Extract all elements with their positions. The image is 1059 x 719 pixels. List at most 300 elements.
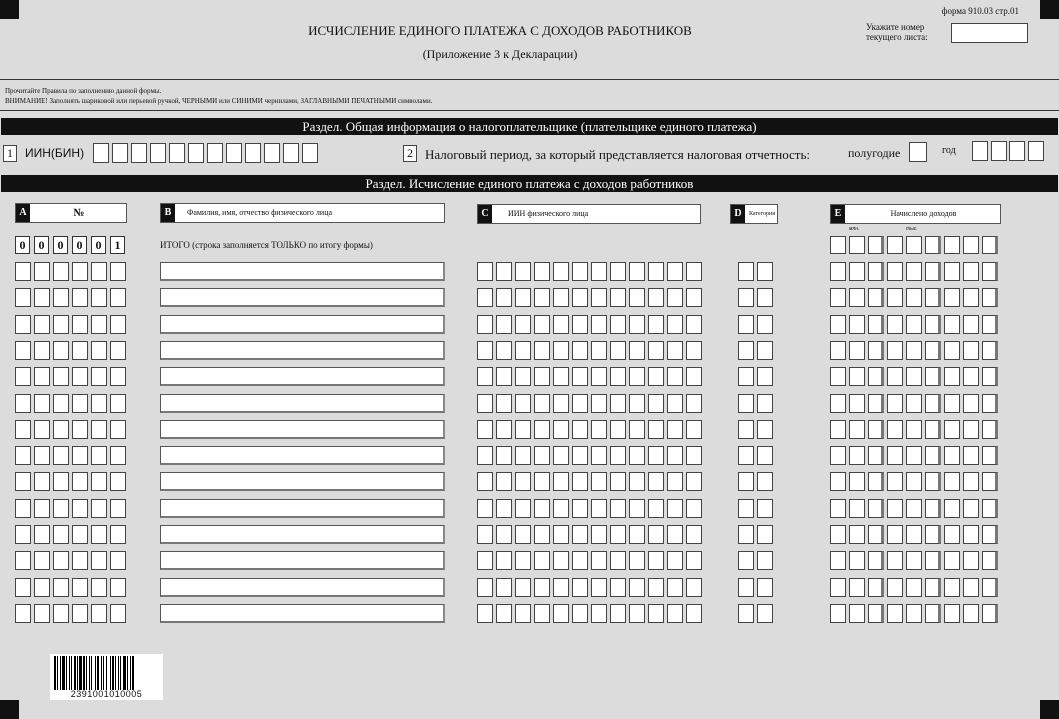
income-digit-cell[interactable] xyxy=(944,499,960,518)
income-digit-cell[interactable] xyxy=(887,551,903,570)
income-digit-cell[interactable] xyxy=(849,604,865,623)
income-digit-cell[interactable] xyxy=(963,367,979,386)
full-name-field[interactable] xyxy=(160,604,445,623)
person-iin-cell[interactable] xyxy=(477,420,493,439)
person-iin-cell[interactable] xyxy=(553,288,569,307)
person-iin-cell[interactable] xyxy=(610,288,626,307)
person-iin-cell[interactable] xyxy=(477,472,493,491)
person-iin-cell[interactable] xyxy=(610,578,626,597)
person-iin-cell[interactable] xyxy=(496,551,512,570)
row-number-cell[interactable] xyxy=(15,499,31,518)
income-digit-cell[interactable] xyxy=(887,578,903,597)
year-digit-cell[interactable] xyxy=(972,141,988,161)
person-iin-cell[interactable] xyxy=(610,551,626,570)
row-number-cell[interactable] xyxy=(15,578,31,597)
person-iin-cell[interactable] xyxy=(648,262,664,281)
income-digit-cell[interactable] xyxy=(925,420,941,439)
person-iin-cell[interactable] xyxy=(572,420,588,439)
row-number-cell[interactable] xyxy=(34,578,50,597)
person-iin-cell[interactable] xyxy=(515,420,531,439)
category-cell[interactable] xyxy=(757,367,773,386)
half-year-field[interactable] xyxy=(909,142,927,162)
person-iin-cell[interactable] xyxy=(515,525,531,544)
row-number-cell[interactable] xyxy=(53,394,69,413)
income-digit-cell[interactable] xyxy=(963,446,979,465)
income-digit-cell[interactable] xyxy=(868,551,884,570)
row-number-cell[interactable] xyxy=(34,394,50,413)
income-digit-cell[interactable] xyxy=(925,394,941,413)
person-iin-cell[interactable] xyxy=(648,472,664,491)
person-iin-cell[interactable] xyxy=(610,262,626,281)
income-digit-cell[interactable] xyxy=(925,315,941,334)
income-digit-cell[interactable] xyxy=(906,315,922,334)
person-iin-cell[interactable] xyxy=(629,578,645,597)
income-digit-cell[interactable] xyxy=(849,262,865,281)
person-iin-cell[interactable] xyxy=(610,367,626,386)
row-number-cell[interactable] xyxy=(72,551,88,570)
person-iin-cell[interactable] xyxy=(477,604,493,623)
person-iin-cell[interactable] xyxy=(610,315,626,334)
total-income-digit-cell[interactable] xyxy=(982,236,998,254)
category-cell[interactable] xyxy=(738,472,754,491)
total-income-digit-cell[interactable] xyxy=(963,236,979,254)
total-income-digit-cell[interactable] xyxy=(906,236,922,254)
income-digit-cell[interactable] xyxy=(925,499,941,518)
category-cell[interactable] xyxy=(738,499,754,518)
income-digit-cell[interactable] xyxy=(868,604,884,623)
income-digit-cell[interactable] xyxy=(849,472,865,491)
person-iin-cell[interactable] xyxy=(629,499,645,518)
income-digit-cell[interactable] xyxy=(925,262,941,281)
income-digit-cell[interactable] xyxy=(963,578,979,597)
category-cell[interactable] xyxy=(738,604,754,623)
income-digit-cell[interactable] xyxy=(830,499,846,518)
row-number-cell[interactable] xyxy=(15,288,31,307)
income-digit-cell[interactable] xyxy=(868,288,884,307)
person-iin-cell[interactable] xyxy=(572,604,588,623)
row-number-cell[interactable] xyxy=(72,394,88,413)
row-number-cell[interactable] xyxy=(110,288,126,307)
person-iin-cell[interactable] xyxy=(591,420,607,439)
row-number-cell[interactable] xyxy=(110,578,126,597)
person-iin-cell[interactable] xyxy=(648,315,664,334)
category-cell[interactable] xyxy=(757,525,773,544)
income-digit-cell[interactable] xyxy=(982,578,998,597)
category-cell[interactable] xyxy=(757,472,773,491)
income-digit-cell[interactable] xyxy=(830,604,846,623)
person-iin-cell[interactable] xyxy=(686,578,702,597)
person-iin-cell[interactable] xyxy=(648,446,664,465)
row-number-cell[interactable] xyxy=(34,604,50,623)
iin-bin-digit-cell[interactable] xyxy=(112,143,128,163)
income-digit-cell[interactable] xyxy=(906,551,922,570)
income-digit-cell[interactable] xyxy=(887,446,903,465)
category-cell[interactable] xyxy=(757,394,773,413)
person-iin-cell[interactable] xyxy=(686,367,702,386)
person-iin-cell[interactable] xyxy=(629,551,645,570)
row-number-cell[interactable] xyxy=(53,525,69,544)
income-digit-cell[interactable] xyxy=(963,604,979,623)
person-iin-cell[interactable] xyxy=(496,315,512,334)
income-digit-cell[interactable] xyxy=(830,525,846,544)
iin-bin-digit-cell[interactable] xyxy=(131,143,147,163)
income-digit-cell[interactable] xyxy=(887,288,903,307)
row-number-cell[interactable] xyxy=(91,341,107,360)
row-number-cell[interactable] xyxy=(91,499,107,518)
person-iin-cell[interactable] xyxy=(629,315,645,334)
person-iin-cell[interactable] xyxy=(667,604,683,623)
row-number-cell[interactable] xyxy=(72,525,88,544)
person-iin-cell[interactable] xyxy=(591,525,607,544)
person-iin-cell[interactable] xyxy=(610,472,626,491)
person-iin-cell[interactable] xyxy=(686,262,702,281)
row-number-cell[interactable] xyxy=(34,262,50,281)
income-digit-cell[interactable] xyxy=(982,499,998,518)
income-digit-cell[interactable] xyxy=(830,341,846,360)
income-digit-cell[interactable] xyxy=(925,578,941,597)
category-cell[interactable] xyxy=(738,578,754,597)
person-iin-cell[interactable] xyxy=(553,499,569,518)
person-iin-cell[interactable] xyxy=(686,499,702,518)
income-digit-cell[interactable] xyxy=(906,499,922,518)
row-number-cell[interactable] xyxy=(110,446,126,465)
income-digit-cell[interactable] xyxy=(868,420,884,439)
person-iin-cell[interactable] xyxy=(686,551,702,570)
income-digit-cell[interactable] xyxy=(982,367,998,386)
person-iin-cell[interactable] xyxy=(515,578,531,597)
row-number-cell[interactable] xyxy=(15,420,31,439)
person-iin-cell[interactable] xyxy=(648,394,664,413)
full-name-field[interactable] xyxy=(160,472,445,491)
income-digit-cell[interactable] xyxy=(944,551,960,570)
row-number-cell[interactable] xyxy=(72,262,88,281)
person-iin-cell[interactable] xyxy=(496,499,512,518)
person-iin-cell[interactable] xyxy=(591,499,607,518)
person-iin-cell[interactable] xyxy=(534,578,550,597)
category-cell[interactable] xyxy=(738,262,754,281)
income-digit-cell[interactable] xyxy=(982,472,998,491)
income-digit-cell[interactable] xyxy=(982,420,998,439)
income-digit-cell[interactable] xyxy=(887,499,903,518)
income-digit-cell[interactable] xyxy=(868,367,884,386)
income-digit-cell[interactable] xyxy=(944,341,960,360)
person-iin-cell[interactable] xyxy=(667,578,683,597)
income-digit-cell[interactable] xyxy=(906,578,922,597)
category-cell[interactable] xyxy=(757,578,773,597)
row-number-cell[interactable] xyxy=(34,288,50,307)
full-name-field[interactable] xyxy=(160,446,445,465)
person-iin-cell[interactable] xyxy=(553,394,569,413)
person-iin-cell[interactable] xyxy=(667,472,683,491)
income-digit-cell[interactable] xyxy=(944,420,960,439)
total-income-digit-cell[interactable] xyxy=(925,236,941,254)
person-iin-cell[interactable] xyxy=(534,472,550,491)
income-digit-cell[interactable] xyxy=(982,525,998,544)
income-digit-cell[interactable] xyxy=(925,341,941,360)
income-digit-cell[interactable] xyxy=(868,262,884,281)
person-iin-cell[interactable] xyxy=(496,288,512,307)
person-iin-cell[interactable] xyxy=(610,420,626,439)
person-iin-cell[interactable] xyxy=(534,367,550,386)
person-iin-cell[interactable] xyxy=(629,420,645,439)
category-cell[interactable] xyxy=(757,604,773,623)
category-cell[interactable] xyxy=(757,262,773,281)
row-number-cell[interactable] xyxy=(15,367,31,386)
income-digit-cell[interactable] xyxy=(982,288,998,307)
person-iin-cell[interactable] xyxy=(534,604,550,623)
income-digit-cell[interactable] xyxy=(925,446,941,465)
row-number-cell[interactable] xyxy=(72,472,88,491)
row-number-cell[interactable] xyxy=(110,604,126,623)
income-digit-cell[interactable] xyxy=(963,472,979,491)
full-name-field[interactable] xyxy=(160,288,445,307)
full-name-field[interactable] xyxy=(160,499,445,518)
income-digit-cell[interactable] xyxy=(963,288,979,307)
person-iin-cell[interactable] xyxy=(667,551,683,570)
person-iin-cell[interactable] xyxy=(629,604,645,623)
person-iin-cell[interactable] xyxy=(610,604,626,623)
person-iin-cell[interactable] xyxy=(572,446,588,465)
person-iin-cell[interactable] xyxy=(477,578,493,597)
person-iin-cell[interactable] xyxy=(553,578,569,597)
person-iin-cell[interactable] xyxy=(648,288,664,307)
income-digit-cell[interactable] xyxy=(982,446,998,465)
row-number-cell[interactable] xyxy=(15,315,31,334)
person-iin-cell[interactable] xyxy=(477,262,493,281)
row-number-cell[interactable] xyxy=(91,578,107,597)
row-number-cell[interactable] xyxy=(72,446,88,465)
person-iin-cell[interactable] xyxy=(591,472,607,491)
income-digit-cell[interactable] xyxy=(944,578,960,597)
person-iin-cell[interactable] xyxy=(648,578,664,597)
person-iin-cell[interactable] xyxy=(667,499,683,518)
person-iin-cell[interactable] xyxy=(515,499,531,518)
person-iin-cell[interactable] xyxy=(553,315,569,334)
person-iin-cell[interactable] xyxy=(667,446,683,465)
income-digit-cell[interactable] xyxy=(982,604,998,623)
category-cell[interactable] xyxy=(738,525,754,544)
row-number-cell[interactable] xyxy=(110,525,126,544)
category-cell[interactable] xyxy=(757,341,773,360)
income-digit-cell[interactable] xyxy=(887,367,903,386)
person-iin-cell[interactable] xyxy=(496,262,512,281)
row-number-cell[interactable] xyxy=(91,604,107,623)
row-number-cell[interactable] xyxy=(91,262,107,281)
person-iin-cell[interactable] xyxy=(515,262,531,281)
row-number-cell[interactable] xyxy=(91,446,107,465)
full-name-field[interactable] xyxy=(160,262,445,281)
income-digit-cell[interactable] xyxy=(963,315,979,334)
row-number-cell[interactable] xyxy=(53,578,69,597)
person-iin-cell[interactable] xyxy=(534,288,550,307)
full-name-field[interactable] xyxy=(160,578,445,597)
person-iin-cell[interactable] xyxy=(534,525,550,544)
person-iin-cell[interactable] xyxy=(572,341,588,360)
person-iin-cell[interactable] xyxy=(515,315,531,334)
income-digit-cell[interactable] xyxy=(868,472,884,491)
income-digit-cell[interactable] xyxy=(906,604,922,623)
person-iin-cell[interactable] xyxy=(496,578,512,597)
row-number-cell[interactable] xyxy=(91,525,107,544)
row-number-cell[interactable] xyxy=(53,472,69,491)
row-number-cell[interactable] xyxy=(53,367,69,386)
full-name-field[interactable] xyxy=(160,525,445,544)
income-digit-cell[interactable] xyxy=(944,525,960,544)
category-cell[interactable] xyxy=(738,394,754,413)
person-iin-cell[interactable] xyxy=(572,367,588,386)
income-digit-cell[interactable] xyxy=(982,262,998,281)
income-digit-cell[interactable] xyxy=(925,367,941,386)
person-iin-cell[interactable] xyxy=(515,394,531,413)
person-iin-cell[interactable] xyxy=(553,262,569,281)
year-digit-cell[interactable] xyxy=(1009,141,1025,161)
full-name-field[interactable] xyxy=(160,367,445,386)
person-iin-cell[interactable] xyxy=(667,367,683,386)
person-iin-cell[interactable] xyxy=(629,394,645,413)
income-digit-cell[interactable] xyxy=(906,394,922,413)
category-cell[interactable] xyxy=(757,499,773,518)
person-iin-cell[interactable] xyxy=(477,499,493,518)
person-iin-cell[interactable] xyxy=(667,262,683,281)
person-iin-cell[interactable] xyxy=(667,394,683,413)
row-number-cell[interactable] xyxy=(15,525,31,544)
person-iin-cell[interactable] xyxy=(534,341,550,360)
person-iin-cell[interactable] xyxy=(572,499,588,518)
income-digit-cell[interactable] xyxy=(944,472,960,491)
total-income-digit-cell[interactable] xyxy=(830,236,846,254)
person-iin-cell[interactable] xyxy=(496,604,512,623)
row-number-cell[interactable] xyxy=(15,472,31,491)
person-iin-cell[interactable] xyxy=(667,288,683,307)
person-iin-cell[interactable] xyxy=(686,525,702,544)
row-number-cell[interactable] xyxy=(72,315,88,334)
income-digit-cell[interactable] xyxy=(849,525,865,544)
row-number-cell[interactable] xyxy=(15,262,31,281)
person-iin-cell[interactable] xyxy=(572,525,588,544)
iin-bin-digit-cell[interactable] xyxy=(188,143,204,163)
full-name-field[interactable] xyxy=(160,315,445,334)
income-digit-cell[interactable] xyxy=(963,499,979,518)
person-iin-cell[interactable] xyxy=(686,446,702,465)
row-number-cell[interactable] xyxy=(53,420,69,439)
row-number-cell[interactable] xyxy=(53,262,69,281)
person-iin-cell[interactable] xyxy=(686,341,702,360)
row-number-cell[interactable] xyxy=(34,472,50,491)
person-iin-cell[interactable] xyxy=(610,341,626,360)
category-cell[interactable] xyxy=(738,367,754,386)
person-iin-cell[interactable] xyxy=(591,551,607,570)
income-digit-cell[interactable] xyxy=(925,472,941,491)
full-name-field[interactable] xyxy=(160,551,445,570)
category-cell[interactable] xyxy=(738,288,754,307)
category-cell[interactable] xyxy=(738,315,754,334)
row-number-cell[interactable] xyxy=(53,499,69,518)
person-iin-cell[interactable] xyxy=(553,551,569,570)
row-number-cell[interactable] xyxy=(91,367,107,386)
row-number-cell[interactable] xyxy=(110,341,126,360)
row-number-cell[interactable] xyxy=(91,394,107,413)
person-iin-cell[interactable] xyxy=(553,341,569,360)
person-iin-cell[interactable] xyxy=(496,341,512,360)
person-iin-cell[interactable] xyxy=(553,525,569,544)
year-digit-cell[interactable] xyxy=(991,141,1007,161)
iin-bin-digit-cell[interactable] xyxy=(302,143,318,163)
income-digit-cell[interactable] xyxy=(830,288,846,307)
income-digit-cell[interactable] xyxy=(849,288,865,307)
iin-bin-digit-cell[interactable] xyxy=(150,143,166,163)
person-iin-cell[interactable] xyxy=(515,341,531,360)
row-number-cell[interactable] xyxy=(110,499,126,518)
person-iin-cell[interactable] xyxy=(496,420,512,439)
income-digit-cell[interactable] xyxy=(906,446,922,465)
total-income-digit-cell[interactable] xyxy=(849,236,865,254)
person-iin-cell[interactable] xyxy=(477,525,493,544)
person-iin-cell[interactable] xyxy=(477,551,493,570)
row-number-cell[interactable] xyxy=(34,367,50,386)
person-iin-cell[interactable] xyxy=(572,578,588,597)
row-number-cell[interactable] xyxy=(72,288,88,307)
row-number-cell[interactable] xyxy=(91,472,107,491)
person-iin-cell[interactable] xyxy=(477,394,493,413)
person-iin-cell[interactable] xyxy=(553,446,569,465)
row-number-cell[interactable] xyxy=(72,578,88,597)
person-iin-cell[interactable] xyxy=(515,367,531,386)
category-cell[interactable] xyxy=(738,341,754,360)
income-digit-cell[interactable] xyxy=(982,551,998,570)
income-digit-cell[interactable] xyxy=(830,315,846,334)
person-iin-cell[interactable] xyxy=(686,315,702,334)
income-digit-cell[interactable] xyxy=(963,262,979,281)
person-iin-cell[interactable] xyxy=(515,472,531,491)
person-iin-cell[interactable] xyxy=(667,341,683,360)
person-iin-cell[interactable] xyxy=(534,262,550,281)
person-iin-cell[interactable] xyxy=(610,525,626,544)
iin-bin-digit-cell[interactable] xyxy=(169,143,185,163)
row-number-cell[interactable] xyxy=(72,604,88,623)
person-iin-cell[interactable] xyxy=(496,525,512,544)
person-iin-cell[interactable] xyxy=(572,262,588,281)
person-iin-cell[interactable] xyxy=(629,341,645,360)
person-iin-cell[interactable] xyxy=(572,394,588,413)
category-cell[interactable] xyxy=(738,446,754,465)
row-number-cell[interactable] xyxy=(34,315,50,334)
person-iin-cell[interactable] xyxy=(591,394,607,413)
income-digit-cell[interactable] xyxy=(830,262,846,281)
income-digit-cell[interactable] xyxy=(849,315,865,334)
income-digit-cell[interactable] xyxy=(906,420,922,439)
income-digit-cell[interactable] xyxy=(887,525,903,544)
person-iin-cell[interactable] xyxy=(534,315,550,334)
person-iin-cell[interactable] xyxy=(629,525,645,544)
income-digit-cell[interactable] xyxy=(982,394,998,413)
row-number-cell[interactable] xyxy=(34,525,50,544)
income-digit-cell[interactable] xyxy=(963,341,979,360)
person-iin-cell[interactable] xyxy=(648,604,664,623)
person-iin-cell[interactable] xyxy=(534,499,550,518)
person-iin-cell[interactable] xyxy=(477,367,493,386)
person-iin-cell[interactable] xyxy=(496,367,512,386)
person-iin-cell[interactable] xyxy=(572,288,588,307)
person-iin-cell[interactable] xyxy=(477,446,493,465)
income-digit-cell[interactable] xyxy=(849,367,865,386)
row-number-cell[interactable] xyxy=(91,420,107,439)
row-number-cell[interactable] xyxy=(110,262,126,281)
income-digit-cell[interactable] xyxy=(944,446,960,465)
full-name-field[interactable] xyxy=(160,341,445,360)
income-digit-cell[interactable] xyxy=(868,446,884,465)
person-iin-cell[interactable] xyxy=(477,288,493,307)
person-iin-cell[interactable] xyxy=(629,262,645,281)
